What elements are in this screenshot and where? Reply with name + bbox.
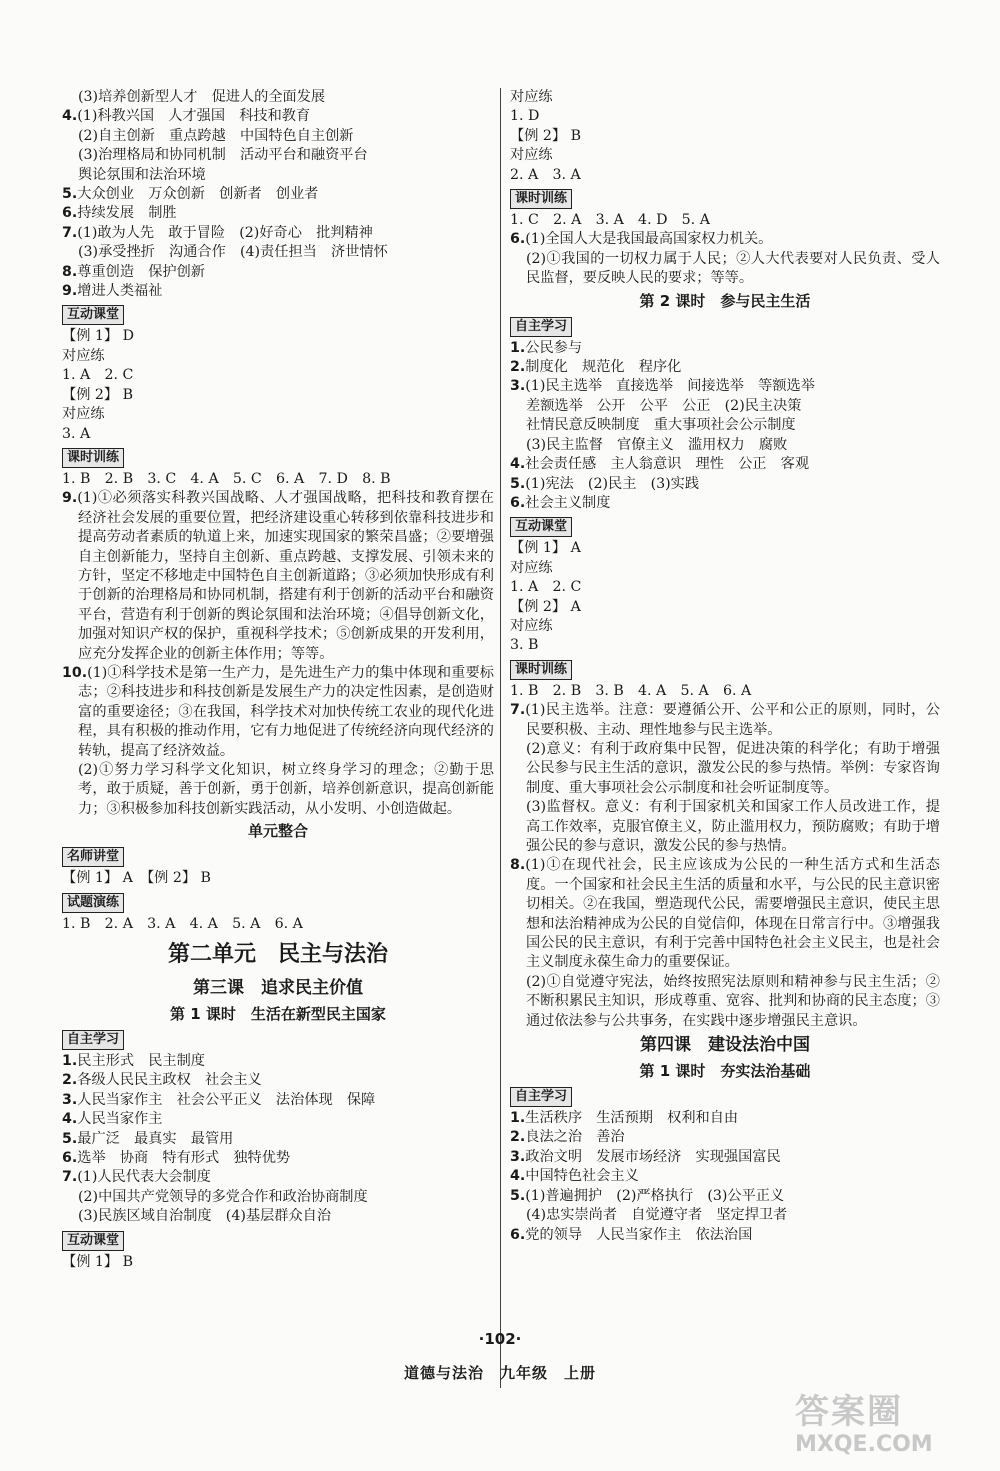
answer-text: 良法之治 善治 xyxy=(525,1129,625,1146)
answer-line xyxy=(62,224,494,243)
answer-text: 2. A 3. A xyxy=(510,166,581,183)
section-tag-wrapper xyxy=(62,301,494,327)
page-number: ·102· xyxy=(478,1330,522,1348)
item-number: 8. xyxy=(510,857,526,874)
lesson-heading: 第三课 追求民主价值 xyxy=(193,978,363,999)
section-tag: 自主学习 xyxy=(62,1030,124,1050)
answer-line xyxy=(62,1168,494,1187)
watermark-logo xyxy=(795,1392,965,1462)
column-divider xyxy=(500,88,501,1388)
answer-text: 对应练 xyxy=(510,617,553,634)
answer-line xyxy=(510,166,940,185)
answer-paragraph xyxy=(62,664,494,761)
answer-text: (1)科教兴国 人才强国 科技和教育 xyxy=(77,108,311,125)
item-number: 5. xyxy=(510,475,526,492)
answer-line xyxy=(62,185,494,204)
answer-line xyxy=(510,578,940,597)
answer-text: 中国特色社会主义 xyxy=(525,1168,639,1185)
answer-text: (1)民主选举。注意：要遵循公开、公平和公正的原则，同时，公民要积极、主动、理性地参与民主选举。 xyxy=(525,702,940,738)
answer-text: (1)全国人大是我国最高国家权力机关。 xyxy=(525,231,773,248)
answer-text: 社会责任感 主人翁意识 理性 公正 客观 xyxy=(525,456,810,473)
item-number: 3. xyxy=(510,1148,526,1165)
answer-line xyxy=(510,436,940,455)
item-number: 4. xyxy=(62,1111,78,1128)
item-number: 5. xyxy=(62,186,78,203)
answer-line xyxy=(510,146,940,165)
section-tag-wrapper xyxy=(510,313,940,339)
answer-text: (2)意义：有利于政府集中民智，促进决策的科学化；有助于增强公民参与民主生活的意识，激发公民的参与热情。举例：专家咨询制度、重大事项社会公示制度和社会听证制度等。 xyxy=(526,740,940,796)
answer-text: 人民当家作主 xyxy=(77,1111,163,1128)
answer-line xyxy=(510,211,940,230)
section-tag-wrapper xyxy=(510,1083,940,1109)
answer-line xyxy=(510,107,940,126)
answer-text: (3)民族区域自治制度 (4)基层群众自治 xyxy=(78,1208,332,1225)
answer-text: 【例 1】 A xyxy=(510,540,581,557)
answer-text: (2)①自觉遵守宪法，始终按照宪法原则和精神参与民主生活；②不断积累民主知识，形成尊重、宽容、批判和协商的民主态度；③通过依法参与公共事务，在实践中逐步增强民主意识。 xyxy=(526,973,940,1029)
answer-text: 党的领导 人民当家作主 依法治国 xyxy=(525,1226,753,1243)
section-tag-wrapper xyxy=(510,513,940,539)
answer-text: (1)①科学技术是第一生产力，是先进生产力的集中体现和重要标志；②科技进步和科技创新是发展生产力的决定性因素，是创造财富的重要途径；③在我国，科学技术对加快传统工农业的现代化进程，具有积极的推动作用，它有力地促进了传统经济向现代经济的转轨，提高了经济效益。 xyxy=(78,664,494,759)
answer-text: 社情民意反映制度 重大事项社会公示制度 xyxy=(526,417,796,434)
answer-text: (2)①我国的一切权力属于人民；②人大代表要对人民负责、受人民监督，要反映人民的要求；等等。 xyxy=(526,250,940,287)
item-number: 5. xyxy=(62,1130,78,1147)
answer-text: 3. A xyxy=(62,425,91,442)
answer-line xyxy=(62,1207,494,1226)
item-number: 4. xyxy=(510,1168,526,1185)
book-title: 道德与法治 九年级 上册 xyxy=(403,1364,596,1382)
answer-text: 大众创业 万众创新 创新者 创业者 xyxy=(77,186,319,203)
answer-paragraph xyxy=(510,798,940,856)
section-tag: 名师讲堂 xyxy=(62,847,124,867)
answer-line xyxy=(510,127,940,146)
section-tag: 试题演练 xyxy=(62,893,124,913)
answer-paragraph xyxy=(510,856,940,972)
section-tag-wrapper xyxy=(510,185,940,211)
answer-line xyxy=(62,107,494,126)
answer-text: 【例 2】 A xyxy=(510,598,581,615)
answer-text: 1. A 2. C xyxy=(510,579,582,596)
answer-line xyxy=(510,475,940,494)
answer-paragraph xyxy=(510,250,940,289)
item-number: 7. xyxy=(510,702,526,719)
answer-line xyxy=(62,263,494,282)
answer-line xyxy=(62,127,494,146)
section-tag: 互动课堂 xyxy=(510,517,572,537)
answer-line xyxy=(510,1109,940,1128)
answer-text: 制度化 规范化 程序化 xyxy=(525,359,682,376)
answer-text: 【例 1】 A 【例 2】 B xyxy=(62,870,211,887)
answer-text: 1. B 2. B 3. C 4. A 5. C 6. A 7. D 8. B xyxy=(62,470,391,487)
answer-text: (2)自主创新 重点跨越 中国特色自主创新 xyxy=(78,127,354,144)
answer-text: (1)①必须落实科教兴国战略、人才强国战略，把科技和教育摆在经济社会发展的重要位置，把经济建设重心转移到依靠科技进步和提高劳动者素质的轨道上来，加速实现国家的繁荣昌盛；②要增强自主创新能力，坚持自主创新、重点跨越、支撑发展、引领未来的方针，坚定不移地走中国特色自主创新道路；③必须加快形成有利于创新的治理格局和协同机制，搭建有利于创新的活动平台和融资平台，营造有利于创新的舆论氛围和法治环境；④倡导创新文化，加强对知识产权的保护，重视科学技术；⑤创新成果的开发利用，应充分发挥企业的创新主体作用；等等。 xyxy=(77,490,494,662)
answer-text: (1)普遍拥护 (2)严格执行 (3)公平正义 xyxy=(525,1187,785,1204)
answer-text: 对应练 xyxy=(62,406,105,423)
answer-text: 对应练 xyxy=(62,347,105,364)
right-column xyxy=(510,88,940,1245)
answer-line xyxy=(510,339,940,358)
item-number: 5. xyxy=(510,1187,526,1204)
answer-line xyxy=(62,327,494,346)
item-number: 4. xyxy=(510,456,526,473)
answer-text: (1)民主选举 直接选举 间接选举 等额选举 xyxy=(525,378,815,395)
section-tag-wrapper xyxy=(62,1227,494,1253)
answer-line xyxy=(62,1253,494,1272)
item-number: 6. xyxy=(62,205,78,222)
answer-line xyxy=(62,166,494,185)
answer-text: 差额选举 公开 公平 公正 (2)民主决策 xyxy=(526,397,802,414)
section-heading: 第 1 课时 夯实法治基础 xyxy=(639,1062,811,1081)
item-number: 7. xyxy=(62,1169,78,1186)
answer-text: 【例 1】 B xyxy=(62,1253,134,1270)
answer-line xyxy=(62,204,494,223)
answer-line xyxy=(62,1091,494,1110)
item-number: 1. xyxy=(510,339,526,356)
item-number: 3. xyxy=(62,1091,78,1108)
answer-line xyxy=(62,1110,494,1129)
item-number: 2. xyxy=(510,359,526,376)
answer-text: 最广泛 最真实 最管用 xyxy=(77,1130,234,1147)
answer-text: 民主形式 民主制度 xyxy=(77,1053,205,1070)
section-tag-wrapper xyxy=(62,843,494,869)
answer-text: 1. B 2. A 3. A 4. A 5. A 6. A xyxy=(62,915,303,932)
answer-line xyxy=(510,358,940,377)
item-number: 9. xyxy=(62,490,78,507)
answer-text: 生活秩序 生活预期 权利和自由 xyxy=(525,1110,739,1127)
answer-line xyxy=(62,282,494,301)
answer-text: 社会主义制度 xyxy=(525,494,611,511)
section-heading: 单元整合 xyxy=(247,822,308,841)
answer-line xyxy=(62,1052,494,1071)
section-tag: 课时训练 xyxy=(510,189,572,209)
answer-line xyxy=(62,1071,494,1090)
section-tag: 自主学习 xyxy=(510,317,572,337)
answer-line xyxy=(510,377,940,396)
answer-line xyxy=(510,539,940,558)
section-heading: 第 2 课时 参与民主生活 xyxy=(639,291,811,310)
section-tag-wrapper xyxy=(62,889,494,915)
answer-line xyxy=(510,617,940,636)
answer-text: 舆论氛围和法治环境 xyxy=(78,166,206,183)
answer-text: (3)监督权。意义：有利于国家机关和国家工作人员改进工作，提高工作效率，克服官僚主义，防止滥用权力，预防腐败；有助于增强公民的参与意识，激发公民的参与热情。 xyxy=(526,799,940,854)
watermark-url: MXQE.COM xyxy=(795,1432,933,1457)
answer-text: 政治文明 发展市场经济 实现强国富民 xyxy=(525,1148,781,1165)
answer-text: 对应练 xyxy=(510,559,553,576)
answer-line xyxy=(510,636,940,655)
section-tag: 互动课堂 xyxy=(62,1231,124,1251)
item-number: 6. xyxy=(62,1150,78,1167)
answer-line xyxy=(62,243,494,262)
answer-line xyxy=(62,1130,494,1149)
answer-text: 1. B 2. B 3. B 4. A 5. A 6. A xyxy=(510,682,752,699)
answer-line xyxy=(510,88,940,107)
answer-text: 对应练 xyxy=(510,89,553,105)
unit-heading: 第二单元 民主与法治 xyxy=(167,942,388,968)
section-tag: 课时训练 xyxy=(62,448,124,468)
answer-text: 1. D xyxy=(510,108,540,125)
answer-text: 【例 1】 D xyxy=(62,328,134,345)
answer-text: 【例 2】 B xyxy=(62,386,134,403)
section-tag: 自主学习 xyxy=(510,1087,572,1107)
section-heading: 第 1 课时 生活在新型民主国家 xyxy=(170,1005,386,1024)
item-number: 7. xyxy=(62,224,78,241)
answer-line xyxy=(510,1148,940,1167)
answer-paragraph xyxy=(62,761,494,819)
answer-line xyxy=(510,397,940,416)
item-number: 1. xyxy=(62,1053,78,1070)
lesson-heading: 第四课 建设法治中国 xyxy=(640,1035,810,1056)
left-column xyxy=(62,88,494,1272)
answer-line xyxy=(510,598,940,617)
item-number: 8. xyxy=(62,263,78,280)
item-number: 6. xyxy=(510,494,526,511)
answer-text: 持续发展 制胜 xyxy=(77,205,177,222)
answer-line xyxy=(62,88,494,107)
section-tag-wrapper xyxy=(62,444,494,470)
answer-line xyxy=(62,386,494,405)
answer-text: (3)承受挫折 沟通合作 (4)责任担当 济世情怀 xyxy=(78,244,388,261)
answer-text: (1)①在现代社会，民主应该成为公民的一种生活方式和生活态度。一个国家和社会民主生活的质量和水平，与公民的民主意识密切相关。②在我国，塑造现代公民，需要增强民主意识，使民主思想和法治精神成为公民的自觉信仰，体现在日常言行中。③增强我国公民的民主意识，有利于完善中国特色社会主义民主，也是社会主义制度永葆生命力的重要保证。 xyxy=(525,857,940,971)
answer-line xyxy=(510,1206,940,1225)
answer-text: 1. C 2. A 3. A 4. D 5. A xyxy=(510,212,710,229)
answer-text: (3)治理格局和协同机制 活动平台和融资平台 xyxy=(78,147,368,164)
answer-paragraph xyxy=(62,489,494,664)
answer-line xyxy=(62,405,494,424)
answer-text: (2)①努力学习科学文化知识，树立终身学习的理念；②勤于思考，敢于质疑，善于创新，勇于创新，培养创新意识，提高创新能力；③积极参加科技创新实践活动，从小发明、小创造做起。 xyxy=(78,762,494,817)
answer-text: 各级人民民主政权 社会主义 xyxy=(77,1072,262,1089)
item-number: 2. xyxy=(510,1129,526,1146)
answer-text: 1. A 2. C xyxy=(62,367,134,384)
item-number: 3. xyxy=(510,378,526,395)
answer-line xyxy=(62,366,494,385)
item-number: 6. xyxy=(510,231,526,248)
watermark-title: 答案圈 xyxy=(795,1392,903,1432)
answer-text: 选举 协商 特有形式 独特优势 xyxy=(77,1150,291,1167)
section-tag: 互动课堂 xyxy=(62,305,124,325)
answer-line xyxy=(62,869,494,888)
answer-text: 人民当家作主 社会公平正义 法治体现 保障 xyxy=(77,1091,376,1108)
answer-line xyxy=(510,1167,940,1186)
answer-line xyxy=(510,1187,940,1206)
answer-text: (1)人民代表大会制度 xyxy=(77,1169,211,1186)
answer-text: 对应练 xyxy=(510,147,553,164)
answer-text: 增进人类福祉 xyxy=(77,283,163,300)
answer-paragraph xyxy=(510,740,940,798)
section-tag-wrapper xyxy=(510,656,940,682)
answer-line xyxy=(62,470,494,489)
item-number: 4. xyxy=(62,108,78,125)
answer-text: (3)民主监督 官僚主义 滥用权力 腐败 xyxy=(526,436,788,453)
answer-text: (1)敢为人先 敢于冒险 (2)好奇心 批判精神 xyxy=(77,224,373,241)
answer-line xyxy=(62,1188,494,1207)
answer-line xyxy=(510,1226,940,1245)
item-number: 6. xyxy=(510,1226,526,1243)
answer-line xyxy=(62,425,494,444)
answer-text: 尊重创造 保护创新 xyxy=(77,263,205,280)
answer-line xyxy=(62,1149,494,1168)
answer-line xyxy=(510,416,940,435)
answer-text: (3)培养创新型人才 促进人的全面发展 xyxy=(78,89,326,105)
answer-text: (2)中国共产党领导的多党合作和政治协商制度 xyxy=(78,1188,368,1205)
answer-line xyxy=(510,1128,940,1147)
answer-line xyxy=(510,682,940,701)
answer-line xyxy=(510,494,940,513)
answer-line xyxy=(510,559,940,578)
answer-paragraph xyxy=(510,973,940,1031)
section-tag: 课时训练 xyxy=(510,660,572,680)
answer-text: (4)忠实崇尚者 自觉遵守者 坚定捍卫者 xyxy=(526,1207,788,1224)
answer-text: 公民参与 xyxy=(525,339,583,356)
item-number: 2. xyxy=(62,1072,78,1089)
item-number: 10. xyxy=(62,664,88,681)
item-number: 9. xyxy=(62,283,78,300)
answer-line xyxy=(62,915,494,934)
answer-text: 【例 2】 B xyxy=(510,127,582,144)
answer-text: (1)宪法 (2)民主 (3)实践 xyxy=(525,475,700,492)
section-tag-wrapper xyxy=(62,1026,494,1052)
answer-line xyxy=(62,146,494,165)
answer-line xyxy=(510,455,940,474)
answer-paragraph xyxy=(510,701,940,740)
item-number: 1. xyxy=(510,1110,526,1127)
answer-line xyxy=(62,347,494,366)
answer-line xyxy=(510,230,940,249)
answer-text: 3. B xyxy=(510,637,539,654)
